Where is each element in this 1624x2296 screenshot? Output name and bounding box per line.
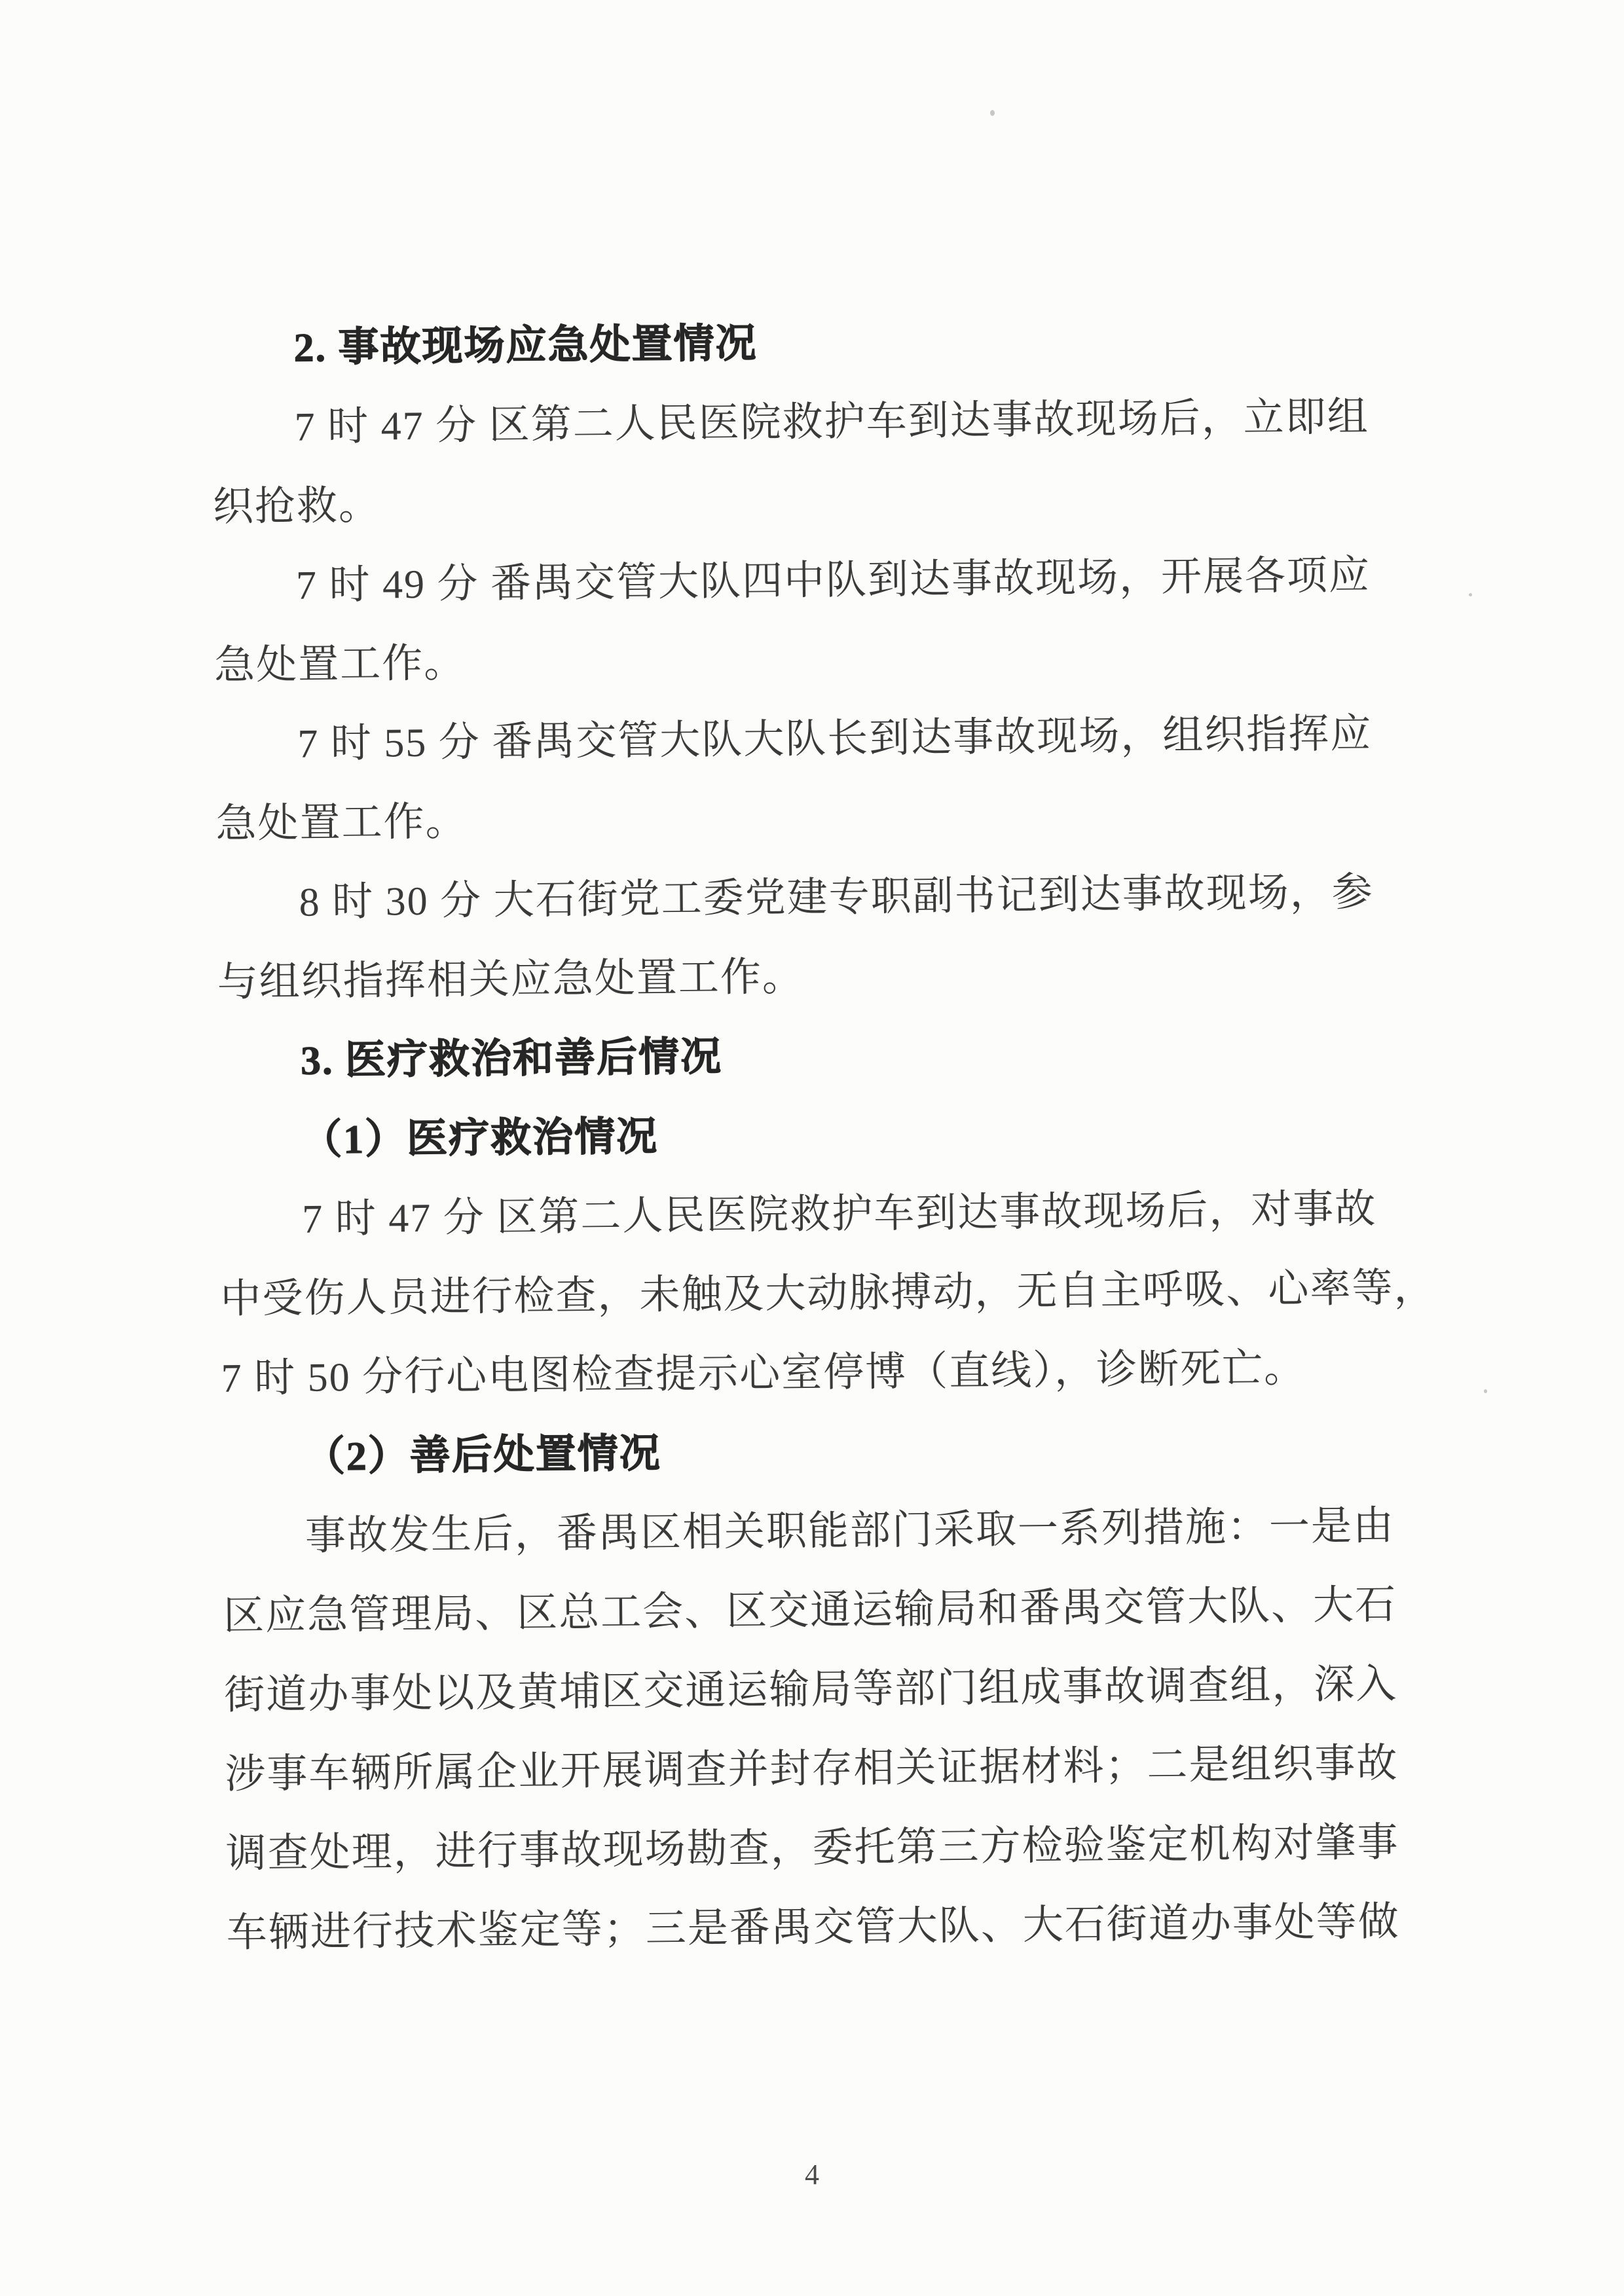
text-line: 7 时 49 分 番禺交管大队四中队到达事故现场，开展各项应 — [295, 553, 1371, 608]
text-line: 7 时 47 分 区第二人民医院救护车到达事故现场后，立即组 — [294, 395, 1369, 450]
text-line: 事故发生后，番禺区相关职能部门采取一系列措施：一是由 — [304, 1503, 1395, 1559]
section-heading: 3. 医疗救治和善后情况 — [300, 1034, 723, 1084]
section-heading: 2. 事故现场应急处置情况 — [293, 321, 758, 371]
text-line: 车辆进行技术鉴定等；三是番禺交管大队、大石街道办事处等做 — [226, 1899, 1401, 1956]
text-line: 7 时 47 分 区第二人民医院救护车到达事故现场后，对事故 — [302, 1186, 1377, 1242]
scan-speck — [990, 110, 995, 116]
text-line: 调查处理，进行事故现场勘查，委托第三方检验鉴定机构对肇事 — [225, 1820, 1399, 1876]
text-line: 与组织指挥相关应急处置工作。 — [217, 955, 805, 1005]
text-line: 街道办事处以及黄埔区交通运输局等部门组成事故调查组，深入 — [223, 1662, 1398, 1718]
text-line: 中受伤人员进行检查，未触及大动脉搏动，无自主呼吸、心率等， — [220, 1266, 1436, 1322]
text-line: 区应急管理局、区总工会、区交通运输局和番禺交管大队、大石 — [223, 1582, 1397, 1639]
text-line: 7 时 55 分 番禺交管大队大队长到达事故现场，组织指挥应 — [297, 712, 1373, 767]
section-heading: （1）医疗救治情况 — [301, 1114, 659, 1163]
scan-speck — [1469, 593, 1472, 596]
text-line: 急处置工作。 — [215, 799, 468, 847]
section-heading: （2）善后处置情况 — [304, 1431, 662, 1480]
page-number: 4 — [805, 2159, 819, 2191]
text-line: 急处置工作。 — [213, 641, 466, 688]
text-line: 8 时 30 分 大石街党工委党建专职副书记到达事故现场，参 — [299, 869, 1374, 925]
text-line: 织抢救。 — [212, 483, 381, 530]
document-body — [211, 298, 1436, 1973]
scan-speck — [1484, 1389, 1487, 1393]
text-line: 涉事车辆所属企业开展调查并封存相关证据材料；二是组织事故 — [225, 1741, 1399, 1797]
text-line: 7 时 50 分行心电图检查提示心室停博（直线），诊断死亡。 — [221, 1346, 1306, 1401]
